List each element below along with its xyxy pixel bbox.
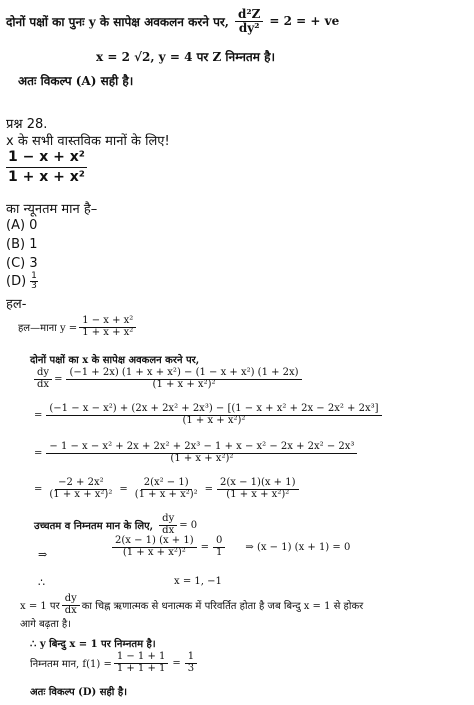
- top-line-3: अतः विकल्प (A) सही है।: [18, 74, 134, 88]
- top-line-1: [6, 4, 339, 38]
- solution-step-3: [34, 368, 304, 390]
- question-text: x के सभी वास्तविक मानों के लिए!: [6, 134, 170, 149]
- fraction-denominator: 1 + x + x²: [82, 326, 134, 338]
- solution-step-13: [30, 652, 199, 674]
- fraction-numerator: dy: [34, 368, 52, 380]
- step-7-text: उच्चतम व निम्नतम मान के लिए,: [34, 521, 154, 532]
- fraction-denominator: (1 + x + x²)²: [134, 488, 198, 500]
- solution-step-10: [20, 594, 363, 616]
- top-line-2: x = 2 √2, y = 4 पर Z निम्नतम है।: [96, 50, 276, 64]
- fraction-denominator: 1: [216, 546, 223, 558]
- fraction-denominator: (1 + x + x²)²: [49, 488, 113, 500]
- step-6-fraction-3: [217, 478, 298, 500]
- step-10-text: का चिह्न ऋणात्मक से धनात्मक में परिवर्तित होता है जब बिन्दु x = 1 से होकर: [81, 601, 364, 612]
- solution-step-7: [34, 514, 197, 536]
- fraction-denominator: 3: [31, 281, 37, 292]
- equals-sign: =: [204, 483, 214, 495]
- equals-sign: =: [119, 483, 128, 495]
- step-10-prefix: x = 1 पर: [20, 601, 60, 612]
- fraction-denominator: 3: [187, 662, 195, 674]
- equals-sign: =: [172, 657, 181, 669]
- option-d-fraction: [30, 272, 38, 292]
- fraction-numerator: d²Z: [235, 8, 263, 22]
- d2z-dy2-fraction: [235, 8, 263, 34]
- step-7-rhs: = 0: [179, 519, 198, 531]
- solution-step-11: आगे बढ़ता है।: [20, 619, 71, 630]
- solution-step-8: [110, 536, 350, 558]
- step-4-fraction: [46, 404, 381, 426]
- fraction-numerator: 2(x − 1) (x + 1): [112, 536, 197, 548]
- f1-fraction: [114, 652, 169, 674]
- question-expression: [6, 150, 87, 184]
- dy-dx-fraction: [62, 594, 80, 616]
- equals-sign: =: [34, 447, 43, 459]
- top-line-1-rhs: = 2 = + ve: [269, 14, 340, 28]
- fraction-numerator: 1: [31, 271, 37, 281]
- fraction-denominator: (1 + x + x²)²: [152, 378, 216, 390]
- fraction-denominator: (1 + x + x²)²: [170, 452, 234, 464]
- fraction-numerator: (−1 − x − x²) + (2x + 2x² + 2x³) − [(1 − x + x² + 2x − 2x² + 2x³]: [46, 404, 381, 416]
- solution-step-6: [34, 478, 301, 500]
- fraction-denominator: dy²: [238, 20, 260, 35]
- solution-step-14: अतः विकल्प (D) सही है।: [30, 687, 127, 698]
- fraction-denominator: dx: [64, 604, 77, 616]
- dy-dx-fraction: [34, 368, 52, 390]
- fraction-numerator: 2(x − 1)(x + 1): [217, 478, 298, 490]
- solution-step-4: [34, 404, 384, 426]
- fraction-denominator: dx: [162, 524, 175, 536]
- fraction-numerator: 2(x² − 1): [141, 478, 192, 490]
- step-13-prefix: निम्नतम मान, f(1) =: [30, 659, 112, 670]
- equals-sign: =: [200, 541, 210, 553]
- solution-step-5: [34, 442, 359, 464]
- option-c: (C) 3: [6, 256, 38, 271]
- solution-step-1: [18, 316, 138, 338]
- step-8-fraction-1: [112, 536, 197, 558]
- fraction-numerator: 1: [185, 652, 197, 664]
- step-3-fraction: [66, 368, 301, 390]
- question-number: प्रश्न 28.: [6, 117, 48, 132]
- equals-sign: =: [54, 373, 63, 385]
- option-a: (A) 0: [6, 218, 38, 233]
- step-8-rhs: ⇒ (x − 1) (x + 1) = 0: [245, 541, 351, 553]
- step-1-fraction: [79, 316, 136, 338]
- solution-label: हल-: [6, 297, 27, 312]
- fraction-numerator: 0: [213, 536, 225, 548]
- fraction-numerator: 1 − x + x²: [6, 150, 87, 168]
- step-5-fraction: [46, 442, 357, 464]
- fraction-numerator: dy: [62, 594, 80, 606]
- therefore-symbol: ∴: [38, 576, 45, 589]
- fraction-denominator: (1 + x + x²)²: [182, 414, 246, 426]
- fraction-denominator: dx: [37, 378, 50, 390]
- option-d-label: (D): [6, 274, 27, 290]
- step-6-fraction-1: [46, 478, 115, 500]
- fraction-numerator: −2 + 2x²: [55, 478, 107, 490]
- implies-arrow: ⇒: [38, 548, 48, 561]
- dy-dx-fraction: [159, 514, 177, 536]
- fraction-denominator: 1 + x + x²: [8, 168, 85, 185]
- solution-step-2: दोनों पक्षों का x के सापेक्ष अवकलन करने पर,: [30, 355, 200, 366]
- fraction-denominator: (1 + x + x²)²: [226, 488, 290, 500]
- question-fraction: [6, 150, 87, 184]
- top-line-1-text: दोनों पक्षों का पुनः y के सापेक्ष अवकलन करने पर,: [6, 14, 229, 29]
- solution-step-12: ∴ y बिन्दु x = 1 पर निम्नतम है।: [30, 639, 156, 650]
- fraction-numerator: (−1 + 2x) (1 + x + x²) − (1 − x + x²) (1 + 2x): [66, 368, 301, 380]
- fraction-numerator: 1 − x + x²: [79, 316, 136, 328]
- step-8-fraction-2: [213, 536, 225, 558]
- option-d: [6, 272, 40, 292]
- fraction-numerator: dy: [159, 514, 177, 526]
- option-b: (B) 1: [6, 237, 38, 252]
- fraction-numerator: 1 − 1 + 1: [114, 652, 169, 664]
- fraction-denominator: (1 + x + x²)²: [122, 546, 186, 558]
- question-ask: का न्यूनतम मान है–: [6, 202, 98, 217]
- solution-step-9: x = 1, −1: [174, 576, 222, 587]
- result-fraction: [185, 652, 197, 674]
- equals-sign: =: [34, 483, 43, 495]
- step-6-fraction-2: [132, 478, 201, 500]
- fraction-denominator: 1 + 1 + 1: [116, 662, 166, 674]
- fraction-numerator: − 1 − x − x² + 2x + 2x² + 2x³ − 1 + x − x² − 2x + 2x² − 2x³: [46, 442, 357, 454]
- step-1-prefix: हल—माना y =: [18, 323, 78, 334]
- equals-sign: =: [34, 409, 43, 421]
